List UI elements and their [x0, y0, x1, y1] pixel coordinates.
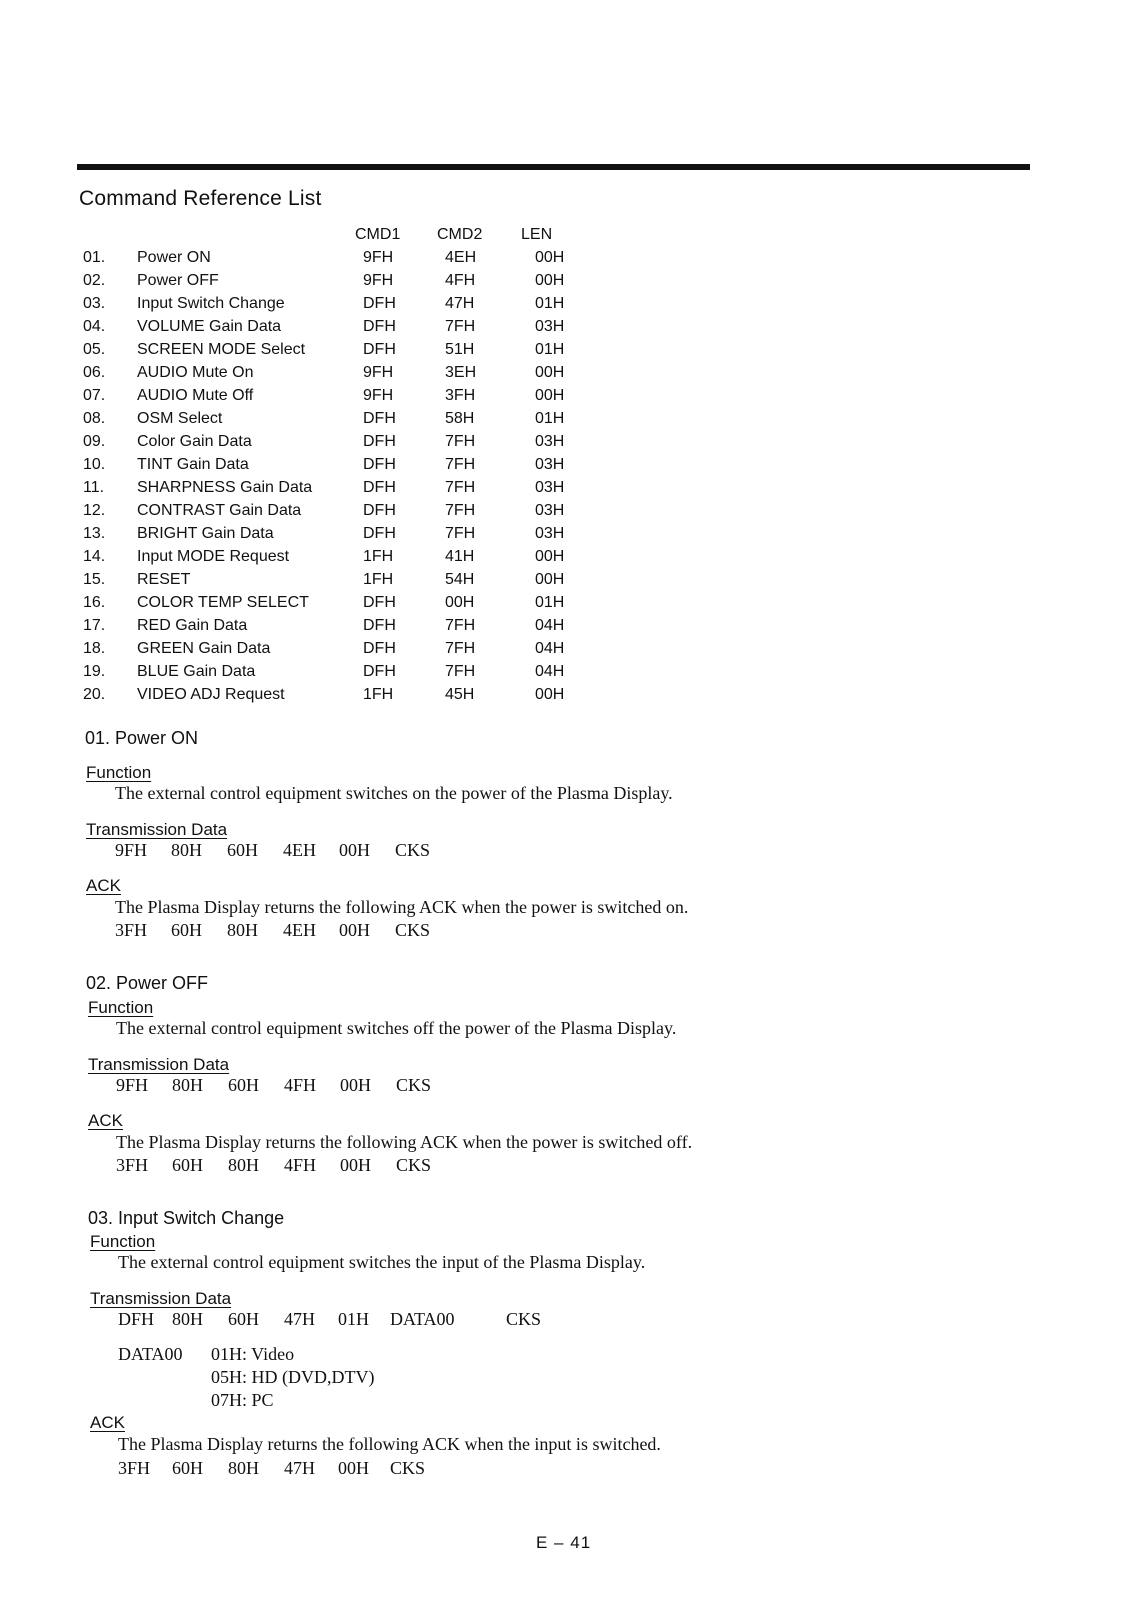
- len-value: 01H: [535, 341, 565, 358]
- page-title: Command Reference List: [79, 187, 322, 210]
- column-header-len: LEN: [521, 226, 553, 243]
- byte-value: CKS: [395, 920, 431, 940]
- cmd2-value: 51H: [445, 341, 475, 358]
- cmd2-value: 7FH: [445, 433, 476, 450]
- data-option: 07H: PC: [211, 1390, 274, 1410]
- row-number: 09.: [83, 433, 106, 450]
- cmd2-value: 45H: [445, 686, 475, 703]
- table-row: [0, 617, 700, 640]
- ack-heading: ACK: [86, 876, 121, 895]
- cmd2-value: 7FH: [445, 525, 476, 542]
- data-option: 01H: Video: [211, 1344, 295, 1364]
- command-name: Power OFF: [137, 272, 219, 289]
- len-value: 00H: [535, 686, 565, 703]
- len-value: 00H: [535, 272, 565, 289]
- cmd2-value: 7FH: [445, 318, 476, 335]
- cmd2-value: 00H: [445, 594, 475, 611]
- cmd1-value: DFH: [363, 479, 396, 496]
- byte-value: 4EH: [283, 840, 316, 860]
- byte-value: 3FH: [116, 1155, 149, 1175]
- function-heading: Function: [86, 763, 152, 782]
- table-row: [0, 525, 700, 548]
- cmd1-value: DFH: [363, 341, 396, 358]
- byte-value: 4FH: [284, 1155, 317, 1175]
- cmd2-value: 41H: [445, 548, 475, 565]
- row-number: 13.: [83, 525, 106, 542]
- command-name: AUDIO Mute Off: [137, 387, 254, 404]
- ack-data: [118, 1458, 425, 1479]
- cmd2-value: 7FH: [445, 502, 476, 519]
- cmd1-value: 9FH: [363, 387, 394, 404]
- table-row: [0, 548, 700, 571]
- ack-data: [116, 1155, 431, 1176]
- cmd1-value: DFH: [363, 617, 396, 634]
- len-value: 01H: [535, 594, 565, 611]
- ack-data: [115, 920, 430, 941]
- byte-value: 60H: [172, 1458, 203, 1478]
- len-value: 04H: [535, 640, 565, 657]
- cmd1-value: DFH: [363, 456, 396, 473]
- byte-value: DATA00: [390, 1309, 455, 1329]
- command-name: COLOR TEMP SELECT: [137, 594, 309, 611]
- row-number: 08.: [83, 410, 106, 427]
- cmd2-value: 4FH: [445, 272, 476, 289]
- len-value: 04H: [535, 617, 565, 634]
- byte-value: 80H: [172, 1309, 203, 1329]
- byte-value: 80H: [228, 1155, 259, 1175]
- row-number: 02.: [83, 272, 106, 289]
- byte-value: CKS: [395, 840, 431, 860]
- command-name: BRIGHT Gain Data: [137, 525, 274, 542]
- cmd2-value: 3FH: [445, 387, 476, 404]
- cmd2-value: 58H: [445, 410, 475, 427]
- row-number: 12.: [83, 502, 106, 519]
- table-row: [0, 433, 700, 456]
- byte-value: DFH: [118, 1309, 155, 1329]
- cmd1-value: DFH: [363, 295, 396, 312]
- byte-value: 01H: [338, 1309, 369, 1329]
- function-description: The external control equipment switches on the power of the Plasma Display.: [115, 783, 673, 803]
- column-header-cmd2: CMD2: [437, 226, 483, 243]
- byte-value: 60H: [171, 920, 202, 940]
- cmd2-value: 7FH: [445, 663, 476, 680]
- byte-value: CKS: [396, 1075, 432, 1095]
- row-number: 19.: [83, 663, 106, 680]
- command-name: AUDIO Mute On: [137, 364, 254, 381]
- cmd1-value: 1FH: [363, 571, 394, 588]
- cmd1-value: DFH: [363, 640, 396, 657]
- table-row: [0, 364, 700, 387]
- byte-value: 80H: [171, 840, 202, 860]
- row-number: 16.: [83, 594, 106, 611]
- byte-value: 60H: [227, 840, 258, 860]
- cmd2-value: 7FH: [445, 617, 476, 634]
- len-value: 00H: [535, 387, 565, 404]
- section-title-power-on: 01. Power ON: [85, 728, 199, 748]
- page-number: E – 41: [536, 1533, 592, 1552]
- command-name: SHARPNESS Gain Data: [137, 479, 313, 496]
- cmd2-value: 54H: [445, 571, 475, 588]
- byte-value: 4EH: [283, 920, 316, 940]
- row-number: 18.: [83, 640, 106, 657]
- byte-value: 00H: [339, 840, 370, 860]
- table-row: [0, 456, 700, 479]
- row-number: 15.: [83, 571, 106, 588]
- len-value: 00H: [535, 364, 565, 381]
- byte-value: CKS: [390, 1458, 426, 1478]
- cmd1-value: DFH: [363, 594, 396, 611]
- command-name: BLUE Gain Data: [137, 663, 256, 680]
- command-name: SCREEN MODE Select: [137, 341, 306, 358]
- function-description: The external control equipment switches the input of the Plasma Display.: [118, 1252, 646, 1272]
- transmission-heading: Transmission Data: [86, 820, 228, 839]
- function-description: The external control equipment switches off the power of the Plasma Display.: [116, 1018, 677, 1038]
- cmd2-value: 47H: [445, 295, 475, 312]
- command-name: OSM Select: [137, 410, 223, 427]
- data-parameter-label: DATA00: [118, 1344, 183, 1364]
- ack-heading: ACK: [88, 1111, 123, 1130]
- cmd1-value: 1FH: [363, 686, 394, 703]
- row-number: 04.: [83, 318, 106, 335]
- byte-value: 60H: [228, 1075, 259, 1095]
- len-value: 00H: [535, 548, 565, 565]
- byte-value: CKS: [506, 1309, 542, 1329]
- cmd1-value: DFH: [363, 410, 396, 427]
- table-row: [0, 249, 700, 272]
- transmission-data: [118, 1309, 541, 1330]
- ack-description: The Plasma Display returns the following ACK when the input is switched.: [118, 1434, 661, 1454]
- cmd1-value: 9FH: [363, 364, 394, 381]
- transmission-data: [116, 1075, 431, 1096]
- byte-value: 00H: [340, 1075, 371, 1095]
- ack-description: The Plasma Display returns the following ACK when the power is switched on.: [115, 897, 689, 917]
- table-row: [0, 295, 700, 318]
- byte-value: 80H: [172, 1075, 203, 1095]
- byte-value: 00H: [340, 1155, 371, 1175]
- transmission-data: [115, 840, 430, 861]
- section-title-input-switch-change: 03. Input Switch Change: [88, 1208, 285, 1228]
- row-number: 14.: [83, 548, 106, 565]
- cmd1-value: DFH: [363, 318, 396, 335]
- len-value: 04H: [535, 663, 565, 680]
- command-name: VOLUME Gain Data: [137, 318, 282, 335]
- cmd2-value: 7FH: [445, 640, 476, 657]
- table-row: [0, 318, 700, 341]
- command-name: TINT Gain Data: [137, 456, 249, 473]
- row-number: 07.: [83, 387, 106, 404]
- function-heading: Function: [90, 1232, 156, 1251]
- row-number: 17.: [83, 617, 106, 634]
- len-value: 03H: [535, 502, 565, 519]
- row-number: 05.: [83, 341, 106, 358]
- byte-value: 9FH: [116, 1075, 149, 1095]
- byte-value: 4FH: [284, 1075, 317, 1095]
- byte-value: CKS: [396, 1155, 432, 1175]
- ack-description: The Plasma Display returns the following ACK when the power is switched off.: [116, 1132, 693, 1152]
- command-name: Color Gain Data: [137, 433, 252, 450]
- table-row: [0, 479, 700, 502]
- len-value: 03H: [535, 318, 565, 335]
- table-row: [0, 571, 700, 594]
- transmission-heading: Transmission Data: [90, 1289, 232, 1308]
- command-name: VIDEO ADJ Request: [137, 686, 285, 703]
- row-number: 01.: [83, 249, 106, 266]
- byte-value: 47H: [284, 1458, 315, 1478]
- data-option: 05H: HD (DVD,DTV): [211, 1367, 375, 1387]
- row-number: 11.: [83, 479, 105, 496]
- transmission-heading: Transmission Data: [88, 1055, 230, 1074]
- byte-value: 3FH: [115, 920, 148, 940]
- byte-value: 3FH: [118, 1458, 151, 1478]
- len-value: 01H: [535, 295, 565, 312]
- ack-heading: ACK: [90, 1413, 125, 1432]
- len-value: 03H: [535, 479, 565, 496]
- command-name: RESET: [137, 571, 191, 588]
- table-row: [0, 341, 700, 364]
- len-value: 03H: [535, 433, 565, 450]
- row-number: 10.: [83, 456, 106, 473]
- table-row: [0, 502, 700, 525]
- cmd1-value: 9FH: [363, 272, 394, 289]
- command-name: Power ON: [137, 249, 211, 266]
- cmd1-value: DFH: [363, 433, 396, 450]
- command-name: Input Switch Change: [137, 295, 285, 312]
- cmd2-value: 7FH: [445, 479, 476, 496]
- len-value: 03H: [535, 456, 565, 473]
- byte-value: 47H: [284, 1309, 315, 1329]
- len-value: 03H: [535, 525, 565, 542]
- cmd2-value: 7FH: [445, 456, 476, 473]
- table-row: [0, 663, 700, 686]
- cmd2-value: 4EH: [445, 249, 477, 266]
- cmd1-value: DFH: [363, 525, 396, 542]
- len-value: 00H: [535, 249, 565, 266]
- table-row: [0, 686, 700, 709]
- byte-value: 00H: [339, 920, 370, 940]
- len-value: 00H: [535, 571, 565, 588]
- cmd1-value: 9FH: [363, 249, 394, 266]
- row-number: 06.: [83, 364, 106, 381]
- byte-value: 80H: [227, 920, 258, 940]
- command-name: GREEN Gain Data: [137, 640, 271, 657]
- byte-value: 60H: [228, 1309, 259, 1329]
- command-name: Input MODE Request: [137, 548, 290, 565]
- cmd2-value: 3EH: [445, 364, 477, 381]
- table-row: [0, 640, 700, 663]
- cmd1-value: DFH: [363, 663, 396, 680]
- table-row: [0, 594, 700, 617]
- row-number: 20.: [83, 686, 106, 703]
- function-heading: Function: [88, 998, 154, 1017]
- section-title-power-off: 02. Power OFF: [86, 973, 209, 993]
- table-row: [0, 410, 700, 433]
- byte-value: 80H: [228, 1458, 259, 1478]
- row-number: 03.: [83, 295, 106, 312]
- command-name: RED Gain Data: [137, 617, 248, 634]
- header-rule: [77, 164, 1030, 170]
- column-header-cmd1: CMD1: [355, 226, 401, 243]
- byte-value: 60H: [172, 1155, 203, 1175]
- table-row: [0, 387, 700, 410]
- byte-value: 9FH: [115, 840, 148, 860]
- len-value: 01H: [535, 410, 565, 427]
- cmd1-value: DFH: [363, 502, 396, 519]
- command-name: CONTRAST Gain Data: [137, 502, 302, 519]
- byte-value: 00H: [338, 1458, 369, 1478]
- cmd1-value: 1FH: [363, 548, 394, 565]
- table-row: [0, 272, 700, 295]
